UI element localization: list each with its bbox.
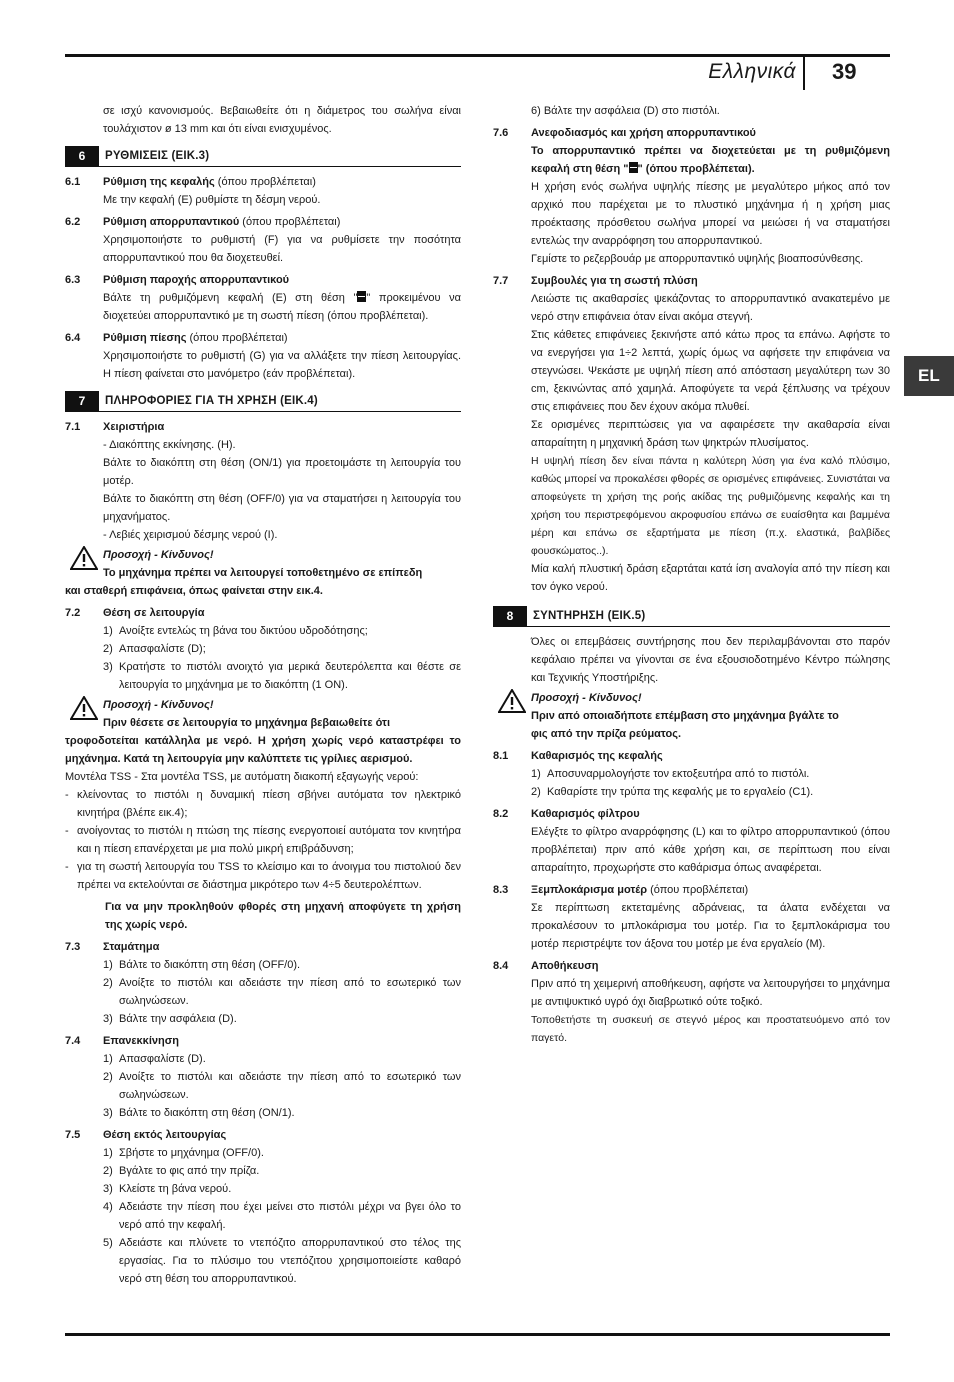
warning-text: Πριν από οποιαδήποτε επέμβαση στο μηχάνημα βγάλτε το [531,710,839,722]
subsection-6-3 [65,271,461,289]
subsection-text: Τοποθετήστε τη συσκευή σε στεγνό μέρος και προστατευόμενο από τον παγετό. [531,1014,890,1044]
warning-heading: Προσοχή - Κίνδυνος! [531,692,642,704]
subsection-text: Μία καλή πλυστική δράση εξαρτάται κατά ίση αναλογία από την πίεση και τον όγκο νερού. [531,563,890,593]
warning-text: Πριν θέσετε σε λειτουργία το μηχάνημα βεβαιωθείτε ότι [103,717,390,729]
list-item: 5) Αδειάστε και πλύνετε το ντεπόζιτο απορρυπαντικού στο τέλος της εργασίας. Για το πλύσιμο του ντεπόζιτου χρησιμοποιείστε καθαρό νερό στη θέση του απορρυπαντικού. [103,1237,461,1285]
section-number: 8 [493,606,527,626]
subsection-heading: Επανεκκίνηση [103,1035,179,1047]
warning-heading: Προσοχή - Κίνδυνος! [103,549,214,561]
subsection-text: Βάλτε το διακόπτη στη θέση (ON/1) για προετοιμάστε τη λειτουργία του μοτέρ. [103,457,461,487]
list-item: 3) Βάλτε την ασφάλεια (D). [103,1013,237,1025]
footer-rule [65,1333,890,1336]
list-item: 2) Απασφαλίστε (D); [103,643,206,655]
list-item: 6) Βάλτε την ασφάλεια (D) στο πιστόλι. [531,105,720,117]
subsection-8-1 [493,747,890,765]
subsection-8-3 [493,881,890,899]
detergent-position-icon [357,291,366,302]
list-item: 3) Κρατήστε το πιστόλι ανοιχτό για μερικά δευτερόλεπτα και θέστε σε λειτουργία το μηχάνημα με το διακόπτη (1 ON). [103,661,461,691]
subsection-number: 6.4 [65,332,81,344]
subsection-text: Βάλτε τη ρυθμιζόμενη κεφαλή (E) στη θέση " " προκειμένου να διοχετεύει απορρυπαντικό με τη σωστή πίεση (όπου προβλέπεται). [103,292,461,322]
section-title: ΡΥΘΜΙΣΕΙΣ (ΕΙΚ.3) [105,150,210,162]
subsection-text: Σε περίπτωση εκτεταμένης αδράνειας, τα άλατα ενδέχεται να προκαλέσουν το μπλοκάρισμα του μοτέρ. Για το ξεμπλοκάρισμα του μοτέρ περιστρέψτε τον άξονα του μοτέρ με ένα εργαλείο (M). [531,902,890,950]
list-item: 3) Βάλτε το διακόπτη στη θέση (ON/1). [103,1107,295,1119]
section-number: 6 [65,146,99,166]
list-item: 3) Κλείστε τη βάνα νερού. [103,1183,232,1195]
subsection-6-2 [65,213,461,231]
subsection-heading: Σταμάτημα [103,941,160,953]
subsection-number: 7.3 [65,941,81,953]
warning-heading: Προσοχή - Κίνδυνος! [103,699,214,711]
subsection-6-4 [65,329,461,347]
warning-icon [65,696,103,732]
subsection-heading: Ξεμπλοκάρισμα μοτέρ (όπου προβλέπεται) [531,884,749,896]
tss-intro: Μοντέλα TSS - Στα μοντέλα TSS, με αυτόματη διακοπή εξαγωγής νερού: [65,771,419,783]
subsection-text: - Διακόπτης εκκίνησης. (H). [103,439,236,451]
subsection-number: 7.1 [65,421,81,433]
warning-block [65,696,461,732]
list-item: 1) Ανοίξτε εντελώς τη βάνα του δικτύου υδροδότησης; [103,625,368,637]
list-item: - ανοίγοντας το πιστόλι η πτώση της πίεσης ενεργοποιεί αυτόματα τον κινητήρα και η πίεση επανέρχεται με μια πολύ μικρή επιβράδυνση; [65,825,461,855]
warning-block [493,689,890,725]
subsection-7-5 [65,1126,461,1144]
list-item: 2) Βγάλτε το φις από την πρίζα. [103,1165,260,1177]
list-item: 2) Καθαρίστε την τρύπα της κεφαλής με το εργαλείο (C1). [531,786,814,798]
subsection-text: Η χρήση ενός σωλήνα υψηλής πίεσης με μεγαλύτερο μήκος από τον αρχικό που παρέχεται με το πλυστικό μηχάνημα ή η χρήση μιας προέκτασης πρόσθετου σωλήνα μπορεί να μειώσει ή να σταματήσει εντελώς την αναρρόφηση του απορρυπαντικού. [531,181,890,247]
subsection-text: Με την κεφαλή (E) ρυθμίστε τη δέσμη νερού. [103,194,321,206]
subsection-7-2 [65,604,461,622]
warning-text: φις από την πρίζα ρεύματος. [531,728,682,740]
subsection-7-4 [65,1032,461,1050]
subsection-number: 7.2 [65,607,81,619]
section-text: Όλες οι επεμβάσεις συντήρησης που δεν περιλαμβάνονται στο παρόν κεφάλαιο πρέπει να γίνονται σε ένα εξουσιοδοτημένο Κέντρο πώλησης και Τεχνικής Υποστήριξης. [531,636,890,684]
subsection-number: 7.5 [65,1129,81,1141]
subsection-heading: Ρύθμιση παροχής απορρυπαντικού [103,274,290,286]
list-item: 2) Ανοίξτε το πιστόλι και αδειάστε την πίεση από το εσωτερικό των σωληνώσεων. [103,977,461,1007]
subsection-bold-text: Το απορρυπαντικό πρέπει να διοχετεύεται με τη ρυθμιζόμενη κεφαλή στη θέση " " (όπου προβλέπεται). [531,145,890,175]
subsection-number: 7.6 [493,127,509,139]
subsection-text: Χρησιμοποιήστε το ρυθμιστή (F) για να ρυθμίσετε την ποσότητα απορρυπαντικού που θα διοχετευθεί. [103,234,461,264]
subsection-heading: Θέση εκτός λειτουργίας [103,1129,227,1141]
subsection-heading: Καθαρισμός φίλτρου [531,808,640,820]
right-column [493,102,890,1047]
warning-icon [493,689,531,725]
subsection-number: 8.1 [493,750,509,762]
subsection-number: 6.1 [65,176,81,188]
list-item: 1) Απασφαλίστε (D). [103,1053,206,1065]
subsection-heading: Ανεφοδιασμός και χρήση απορρυπαντικού [531,127,756,139]
subsection-7-7 [493,272,890,290]
header-separator [803,57,805,90]
section-title: ΣΥΝΤΗΡΗΣΗ (ΕΙΚ.5) [533,610,646,622]
left-column [65,102,461,1288]
subsection-heading: Χειριστήρια [103,421,165,433]
header-rule [65,54,890,57]
tss-warning: Για να μην προκληθούν φθορές στη μηχανή αποφύγετε τη χρήση της χωρίς νερό. [105,901,461,931]
list-item: 1) Σβήστε το μηχάνημα (OFF/0). [103,1147,264,1159]
list-item: - κλείνοντας το πιστόλι η δυναμική πίεση σβήνει αυτόματα τον ηλεκτρικό κινητήρα (βλέπε εικ.4); [65,789,461,819]
language-tab: EL [904,356,954,396]
subsection-number: 6.3 [65,274,81,286]
subsection-text: Λειώστε τις ακαθαρσίες ψεκάζοντας το απορρυπαντικό ανακατεμένο με νερό στην επιφάνεια όταν είναι ακόμα στεγνή. [531,293,890,323]
subsection-number: 7.4 [65,1035,81,1047]
list-item: 1) Βάλτε το διακόπτη στη θέση (OFF/0). [103,959,301,971]
list-item: 2) Ανοίξτε το πιστόλι και αδειάστε την πίεση από το εσωτερικό των σωληνώσεων. [103,1071,461,1101]
warning-text: τροφοδοτείται κατάλληλα με νερό. Η χρήση χωρίς νερό καταστρέφει το μηχάνημα. Κατά τη λειτουργία μην καλύπτετε τις γρίλιες αερισμού. [65,735,461,765]
subsection-7-6 [493,124,890,142]
list-item: 4) Αδειάστε την πίεση που έχει μείνει στο πιστόλι μέχρι να βγει όλο το νερό από την κεφαλή. [103,1201,461,1231]
subsection-text: Χρησιμοποιήστε το ρυθμιστή (G) για να αλλάξετε την πίεση λειτουργίας. Η πίεση φαίνεται στο μανόμετρο (εάν προβλέπεται). [103,350,461,380]
section-8-header [493,606,890,627]
subsection-heading: Ρύθμιση απορρυπαντικού (όπου προβλέπεται) [103,216,341,228]
subsection-6-1 [65,173,461,191]
subsection-heading: Συμβουλές για τη σωστή πλύση [531,275,698,287]
subsection-8-2 [493,805,890,823]
subsection-8-4 [493,957,890,975]
page-number: 39 [832,59,857,84]
subsection-text: Πριν από τη χειμερινή αποθήκευση, αφήστε να λειτουργήσει το μηχάνημα με αντιψυκτικό υγρό όχι διαβρωτικό ούτε τοξικό. [531,978,890,1008]
list-item: 1) Αποσυναρμολογήστε τον εκτοξευτήρα από το πιστόλι. [531,768,810,780]
subsection-text: Η υψηλή πίεση δεν είναι πάντα η καλύτερη λύση για ένα καλό πλύσιμο, καθώς μπορεί να προκαλέσει φθορές σε ορισμένες επιφάνειες. Συνιστάται να αποφεύγετε τη χρήση της ροής ακίδας της ρυθμιζόμενης κεφαλής και τη χρήση του περιστρεφόμενου ακροφυσίου επάνω σε ευαίσθητα και βαμμένα μέρη και επάνω σε εξαρτήματα με πίεση (π.χ. ελαστικά, βαλβίδες φουσκώματος..). [531,455,890,557]
section-number: 7 [65,391,99,411]
warning-icon [65,546,103,582]
section-6-header [65,146,461,167]
subsection-heading: Ρύθμιση της κεφαλής (όπου προβλέπεται) [103,176,316,188]
subsection-number: 8.3 [493,884,509,896]
subsection-number: 8.4 [493,960,509,972]
detergent-position-icon [629,162,638,173]
subsection-7-1 [65,418,461,436]
subsection-heading: Καθαρισμός της κεφαλής [531,750,663,762]
list-item: - για τη σωστή λειτουργία του TSS το κλείσιμο και το άνοιγμα του πιστολιού δεν πρέπει να εκτελούνται σε διάστημα μικρότερο των 4÷5 δευτερολέπτων. [65,861,461,891]
subsection-heading: Αποθήκευση [531,960,599,972]
subsection-text: Γεμίστε το ρεζερβουάρ με απορρυπαντικό υψηλής βιοαποσύνθεσης. [531,253,864,265]
subsection-text: - Λεβιές χειρισμού δέσμης νερού (I). [103,529,278,541]
subsection-heading: Θέση σε λειτουργία [103,607,205,619]
intro-paragraph: σε ισχύ κανονισμούς. Βεβαιωθείτε ότι η διάμετρος του σωλήνα είναι τουλάχιστον ø 13 mm και ότι είναι ενισχυμένος. [103,105,461,135]
subsection-text: Στις κάθετες επιφάνειες ξεκινήστε από κάτω προς τα επάνω. Αφήστε το να ενεργήσει για 1÷2 λεπτά, χωρίς όμως να αφήσετε την επιφάνεια να στεγνώσει. Ψεκάστε με υψηλή πίεση από απόσταση μεγαλύτερη των 30 cm, ξεκινώντας από χαμηλά. Αποφύγετε τα νερά ξέπλυσης να τρέχουν στις επιφάνειες που δεν έχουν ακόμα πλυθεί. [531,329,890,413]
subsection-number: 6.2 [65,216,81,228]
warning-text: και σταθερή επιφάνεια, όπως φαίνεται στην εικ.4. [65,585,323,597]
language-title: Ελληνικά [708,60,796,83]
subsection-number: 7.7 [493,275,509,287]
section-title: ΠΛΗΡΟΦΟΡΙΕΣ ΓΙΑ ΤΗ ΧΡΗΣΗ (ΕΙΚ.4) [105,395,318,407]
subsection-text: Ελέγξτε το φίλτρο αναρρόφησης (L) και το φίλτρο απορρυπαντικού (όπου προβλέπεται) πριν από κάθε χρήση και, σε περίπτωση που είναι απαραίτητο, προχωρήστε στο καθάρισμα όπως αναφέρεται. [531,826,890,874]
subsection-text: Βάλτε το διακόπτη στη θέση (OFF/0) για να σταματήσει η λειτουργία του μηχανήματος. [103,493,461,523]
subsection-text: Σε ορισμένες περιπτώσεις για να αφαιρέσετε την ακαθαρσία είναι απαραίτητη η μηχανική δράση των ψηκτρών πλυσίματος. [531,419,890,449]
warning-block [65,546,461,582]
subsection-number: 8.2 [493,808,509,820]
warning-text: Το μηχάνημα πρέπει να λειτουργεί τοποθετημένο σε επίπεδη [103,567,423,579]
section-7-header [65,391,461,412]
subsection-7-3 [65,938,461,956]
subsection-heading: Ρύθμιση πίεσης (όπου προβλέπεται) [103,332,288,344]
